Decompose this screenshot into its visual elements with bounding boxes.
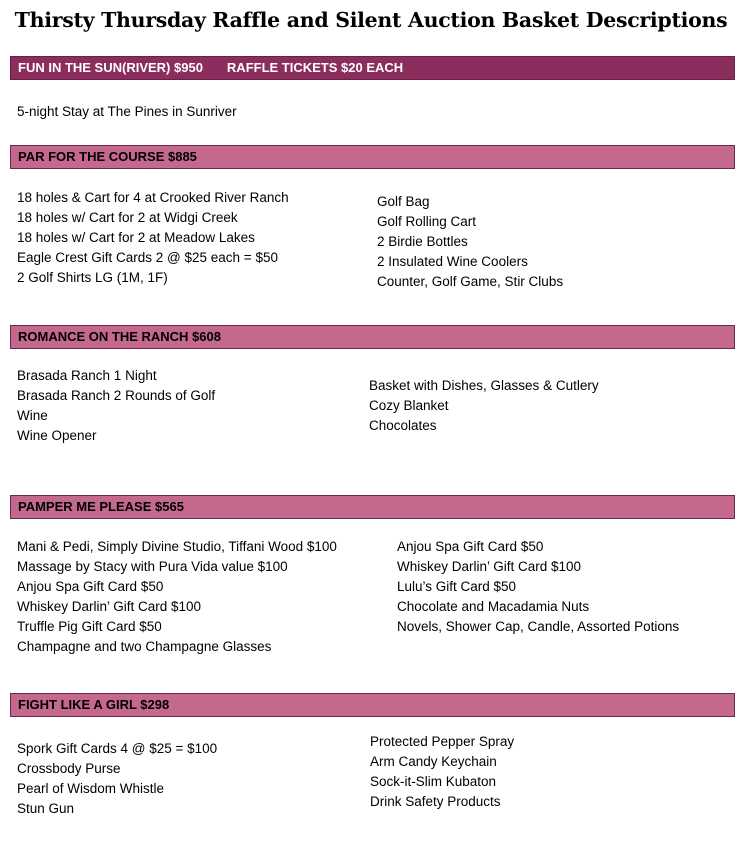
basket-items-left [17, 739, 217, 819]
list-item: Counter, Golf Game, Stir Clubs [377, 274, 564, 289]
list-item: Protected Pepper Spray [370, 734, 515, 749]
list-item: Chocolates [369, 418, 437, 433]
page-title: Thirsty Thursday Raffle and Silent Auction Basket Descriptions [14, 8, 728, 32]
list-item: Wine Opener [17, 428, 97, 443]
list-item: Drink Safety Products [370, 794, 501, 809]
list-item: Cozy Blanket [369, 398, 449, 413]
list-item: Mani & Pedi, Simply Divine Studio, Tiffani Wood $100 [17, 539, 337, 554]
basket-header-fight-like-a-girl [10, 693, 735, 717]
list-item: Golf Rolling Cart [377, 214, 477, 229]
basket-items-left [17, 188, 289, 288]
list-item: Anjou Spa Gift Card $50 [17, 579, 164, 594]
list-item: Brasada Ranch 2 Rounds of Golf [17, 388, 216, 403]
list-item: Chocolate and Macadamia Nuts [397, 599, 590, 614]
list-item: Anjou Spa Gift Card $50 [397, 539, 544, 554]
list-item: 18 holes w/ Cart for 2 at Meadow Lakes [17, 230, 255, 245]
raffle-tickets-note: RAFFLE TICKETS $20 EACH [226, 60, 404, 75]
basket-header-par-for-the-course [10, 145, 735, 169]
basket-items-right [377, 192, 563, 292]
list-item: Stun Gun [17, 801, 75, 816]
basket-header-pamper-me-please [10, 495, 735, 519]
list-item: 2 Insulated Wine Coolers [377, 254, 528, 269]
list-item: 18 holes & Cart for 4 at Crooked River Ranch [17, 190, 289, 205]
basket-title: PAR FOR THE COURSE $885 [18, 149, 197, 164]
list-item: Pearl of Wisdom Whistle [17, 781, 165, 796]
basket-header-fun-in-the-sun [10, 56, 735, 80]
list-item: Spork Gift Cards 4 @ $25 = $100 [17, 741, 218, 756]
basket-items-left [17, 102, 237, 122]
basket-title: FIGHT LIKE A GIRL $298 [18, 697, 170, 712]
basket-title: ROMANCE ON THE RANCH $608 [18, 329, 221, 344]
list-item: 5-night Stay at The Pines in Sunriver [17, 104, 237, 119]
basket-title: PAMPER ME PLEASE $565 [18, 499, 184, 514]
list-item: 2 Birdie Bottles [377, 234, 468, 249]
basket-items-right [370, 732, 514, 812]
list-item: Novels, Shower Cap, Candle, Assorted Potions [397, 619, 680, 634]
basket-header-romance-on-the-ranch [10, 325, 735, 349]
basket-items-right [397, 537, 679, 637]
list-item: Whiskey Darlin’ Gift Card $100 [17, 599, 202, 614]
list-item: Brasada Ranch 1 Night [17, 368, 157, 383]
list-item: Eagle Crest Gift Cards 2 @ $25 each = $50 [17, 250, 278, 265]
list-item: Wine [17, 408, 48, 423]
list-item: Golf Bag [377, 194, 430, 209]
basket-items-right [369, 376, 599, 436]
list-item: Truffle Pig Gift Card $50 [17, 619, 162, 634]
list-item: Lulu’s Gift Card $50 [397, 579, 517, 594]
list-item: Basket with Dishes, Glasses & Cutlery [369, 378, 599, 393]
list-item: 2 Golf Shirts LG (1M, 1F) [17, 270, 168, 285]
list-item: Crossbody Purse [17, 761, 121, 776]
list-item: Arm Candy Keychain [370, 754, 497, 769]
list-item: 18 holes w/ Cart for 2 at Widgi Creek [17, 210, 238, 225]
list-item: Massage by Stacy with Pura Vida value $100 [17, 559, 288, 574]
list-item: Champagne and two Champagne Glasses [17, 639, 272, 654]
basket-items-left [17, 537, 337, 657]
basket-title: FUN IN THE SUN(RIVER) $950 [18, 60, 203, 75]
basket-items-left [17, 366, 215, 446]
list-item: Sock-it-Slim Kubaton [370, 774, 497, 789]
list-item: Whiskey Darlin’ Gift Card $100 [397, 559, 582, 574]
